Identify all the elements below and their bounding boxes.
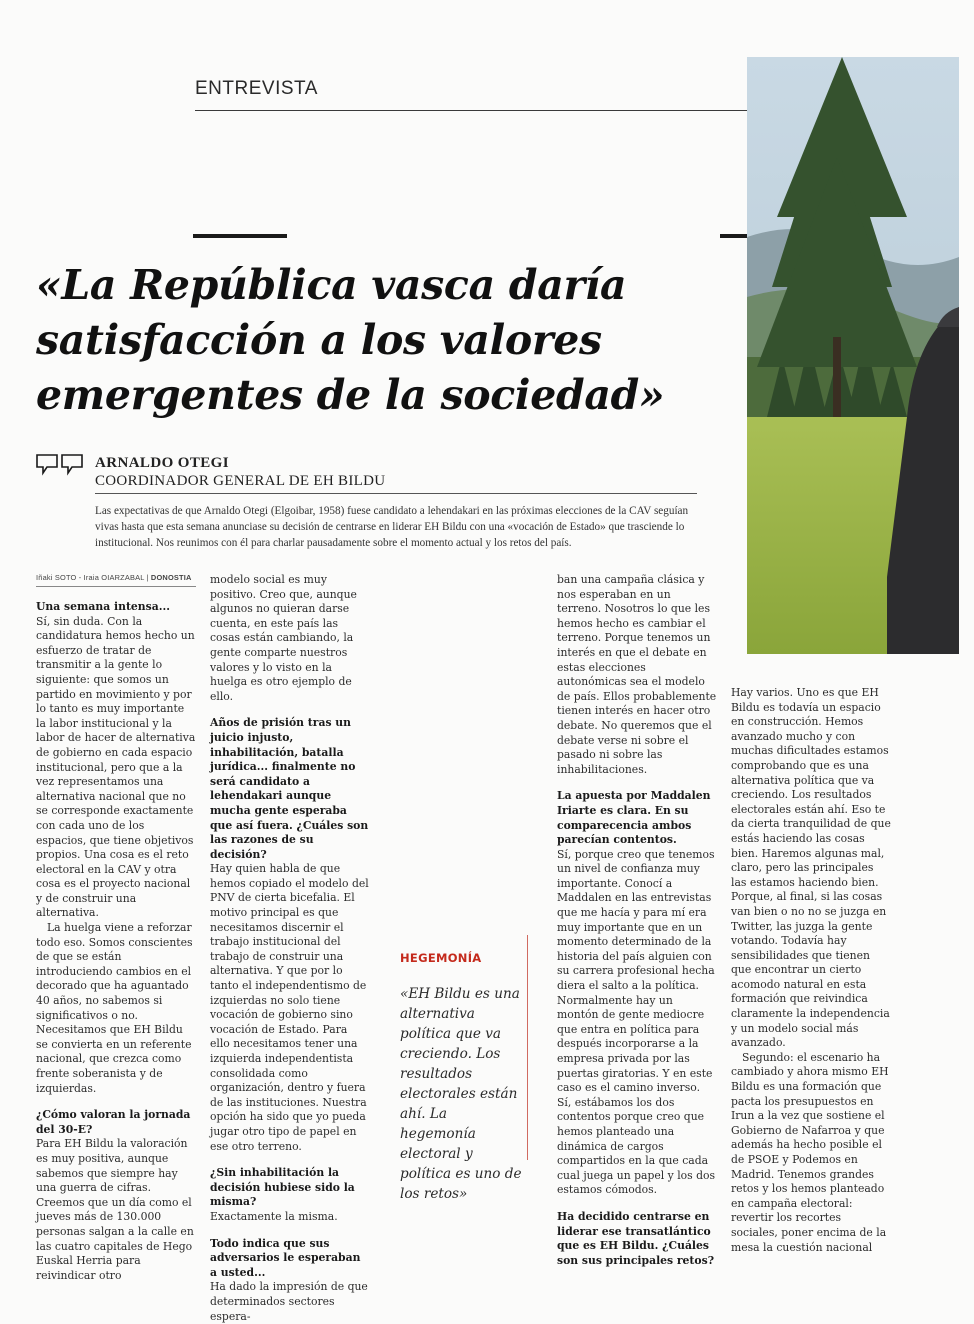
answer: Exactamente la misma. (210, 1209, 338, 1223)
headline-rule (193, 234, 287, 238)
headline: «La República vasca daría satisfacción a los valores emergentes de la sociedad» (36, 261, 665, 419)
question: Años de prisión tras un juicio injusto, inhabilitación, batalla jurídica... finalmente no será candidato a lehendakari aunque mucha gente esperaba que así fuera. ¿Cuáles son las razones de su decisión? (210, 716, 369, 861)
speech-bubbles-icon (36, 454, 84, 478)
lead-paragraph: Las expectativas de que Arnaldo Otegi (Elgoibar, 1958) fuese candidato a lehendakari en las próximas elecciones de la CAV seguían vivas hasta que esta semana anunciase su decisión de centrarse en liderar EH Bildu con una «vocación de Estado» que trasciende lo institucional. Nos reunimos con él para charlar pausadamente sobre el momento actual y los retos del país. (95, 505, 689, 549)
column-divider (527, 935, 528, 1160)
question: Una semana intensa... (36, 600, 171, 613)
section-rule (195, 110, 747, 111)
answer: ban una campaña clásica y nos esperaban en un terreno. Nosotros lo que les hemos hecho es cambiar el terreno. Porque tenemos un interés en que el debate en estas elecciones autonómicas sea el modelo de país. Ellos probablemente tienen interés en hacer otro debate. No queremos que el debate verse ni sobre el pasado ni sobre las inhabilitaciones. (557, 573, 717, 776)
credits (36, 573, 196, 582)
answer: La huelga viene a reforzar todo eso. Somos conscientes de que se están introduciendo cambios en el decorado que ha aguantado 40 años, no sabemos si significativos o no. Necesitamos que EH Bildu se convierta en un referente nacional, que crezca como frente soberanista y de izquierdas. (36, 921, 193, 1095)
column-5 (731, 686, 891, 1255)
answer: modelo social es muy positivo. Creo que, aunque algunos no quieran darse cuenta, en este país las cosas están cambiando, la gente comparte nuestros valores y lo visto en la huelga es otro ejemplo de ello. (210, 573, 357, 703)
credit-separator: | (144, 573, 151, 582)
credit-rule (36, 586, 196, 587)
answer: Hay quien habla de que hemos copiado el modelo del PNV de cierta bicefalia. El motivo principal es que necesitamos discernir el trabajo institucional del trabajo de construir una alternativa. Y que por lo tanto el independentismo de izquierdas no solo tiene vocación de gobierno sino vocación de Estado. Para ello necesitamos tener una izquierda independentista consolidada como organización, dentro y fuera de las instituciones. Nuestra opción ha sido que yo pueda jugar otro tipo de papel en ese otro terreno. (210, 862, 369, 1153)
answer: Sí, porque creo que tenemos un nivel de confianza muy importante. Conocí a Maddalen en las entrevistas que me hacía y para mí era muy importante que en un momento determinado de la historia del país alguien con su carrera profesional hecha diera el salto a la política. Normalmente hay un montón de gente mediocre que entra en política para después incorporarse a la empresa privada por las puertas giratorias. Y en este caso es el camino inverso. Sí, estábamos los dos contentos porque creo que hemos planteado una dinámica de cargos compartidos en la que cada cual juega un papel y los dos estamos cómodos. (557, 847, 716, 1197)
column-1 (36, 600, 196, 1283)
answer: Ha dado la impresión de que determinados sectores espera- (210, 1280, 368, 1323)
column-2 (210, 573, 370, 1324)
section-label: ENTREVISTA (195, 78, 318, 99)
interviewee-name: ARNALDO OTEGI (95, 455, 229, 471)
pull-quote: «EH Bildu es una alternativa política que va creciendo. Los resultados electorales están ahí. La hegemonía electoral y política es uno de los retos» (400, 986, 522, 1202)
credit-authors: Iñaki SOTO - Iraia OIARZABAL (36, 573, 145, 582)
column-4 (557, 573, 717, 1268)
answer: Para EH Bildu la valoración es muy positiva, aunque sabemos que siempre hay una guerra de cifras. Creemos que un día como el jueves más de 130.000 personas salgan a la calle en las cuatro capitales de Hego Euskal Herria para reivindicar otro (36, 1137, 194, 1282)
answer: Segundo: el escenario ha cambiado y ahora mismo EH Bildu es una formación que pacta los presupuestos en Irun a la vez que sostiene el Gobierno de Nafarroa y que además ha hecho posible el de PSOE y Podemos en Madrid. Tenemos grandes retos y los hemos planteado en campaña electoral: revertir los recortes sociales, poner encima de la mesa la cuestión nacional (731, 1050, 889, 1254)
headline-rule-right (720, 234, 747, 238)
question: Ha decidido centrarse en liderar ese transatlántico que es EH Bildu. ¿Cuáles son sus principales retos? (557, 1209, 715, 1267)
answer: Hay varios. Uno es que EH Bildu es todavía un espacio en construcción. Hemos avanzado mucho y con muchas dificultades estamos comprobando que es una alternativa política que va creciendo. Los resultados electorales están ahí. Eso te da cierta tranquilidad de que estás haciendo las cosas bien. Haremos algunas mal, claro, pero las principales las estamos haciendo bien. Porque, al final, si las cosas van bien o no no se juzga en Twitter, las juzga la gente votando. Todavía hay sensibilidades que tienen que encontrar un cierto acomodo natural en esta formación que reivindica claramente la independencia y un modelo social más avanzado. (731, 686, 891, 1050)
question: ¿Cómo valoran la jornada del 30-E? (36, 1108, 191, 1136)
question: Todo indica que sus adversarios le esperaban a usted... (210, 1236, 361, 1279)
sidebar-label: HEGEMONÍA (400, 951, 482, 965)
byline-rule (95, 493, 697, 494)
answer: Sí, sin duda. Con la candidatura hemos hecho un esfuerzo de tratar de transmitir a la gente lo siguiente: que somos un partido en movimiento y por lo tanto es muy importante la labor institucional y la labor de hacer de alternativa de gobierno en cada espacio institucional, pero que a la vez representamos una alternativa nacional que no se corresponde exactamente con cada uno de los espacios, que tiene objetivos propios. Una cosa es el reto electoral en la CAV y otra cosa es el proyecto nacional y de construir una alternativa. (36, 614, 196, 920)
credit-location: DONOSTIA (150, 573, 192, 582)
interview-photo (747, 57, 959, 654)
interviewee-role: COORDINADOR GENERAL DE EH BILDU (95, 473, 386, 489)
question: ¿Sin inhabilitación la decisión hubiese sido la misma? (210, 1166, 355, 1209)
question: La apuesta por Maddalen Iriarte es clara. En su comparecencia ambos parecían contentos. (557, 789, 711, 847)
